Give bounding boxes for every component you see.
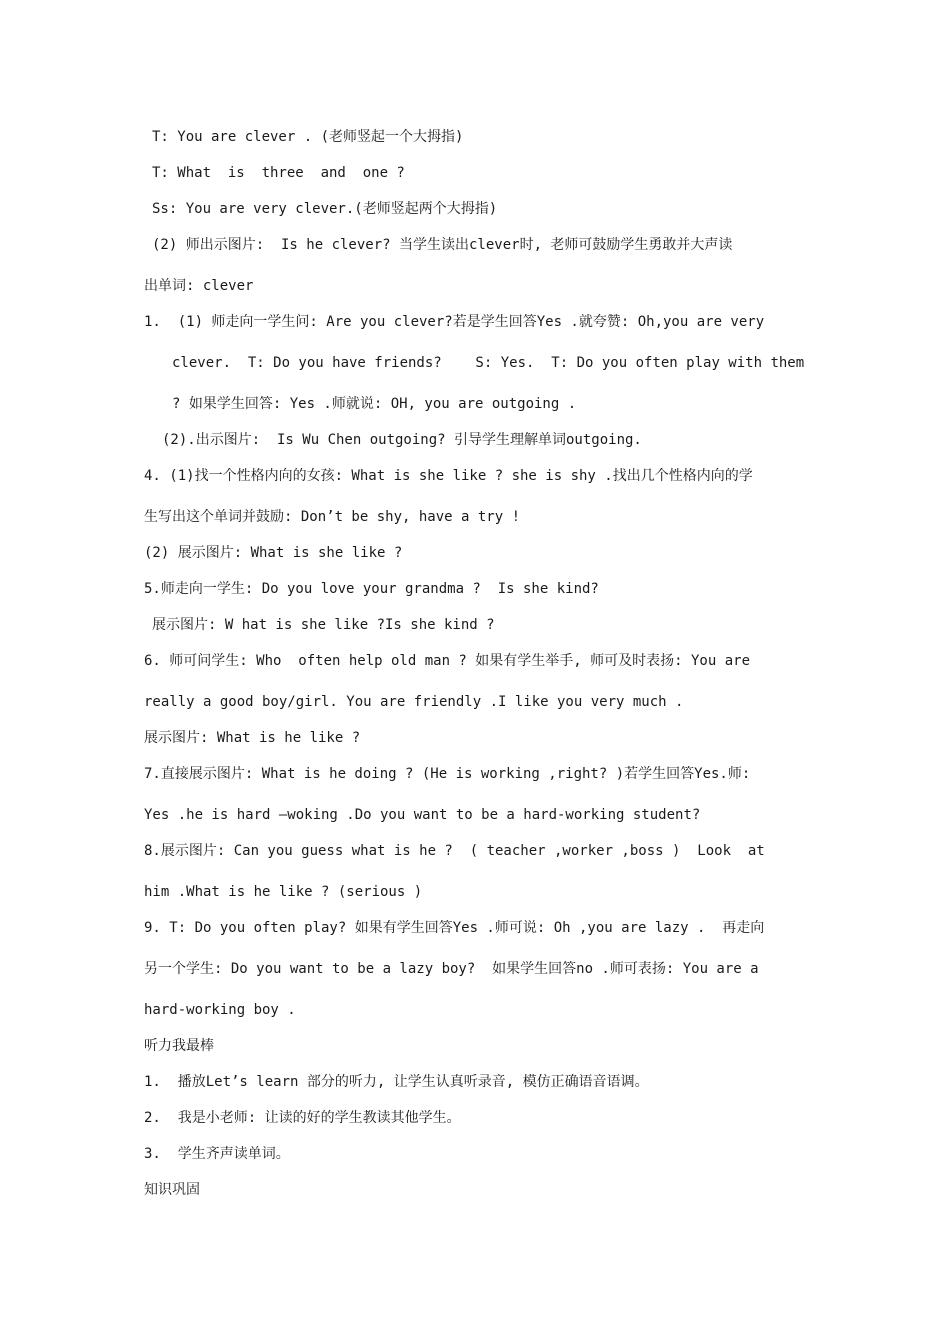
text-line: 生写出这个单词并鼓励: Don’t be shy, have a try ! xyxy=(144,509,521,525)
text-line: 另一个学生: Do you want to be a lazy boy? 如果学生回答no .师可表扬: You are a xyxy=(144,961,759,977)
text-line: (2) 展示图片: What is she like ? xyxy=(144,545,403,561)
text-line: really a good boy/girl. You are friendly .I like you very much . xyxy=(144,694,684,710)
text-line: 出单词: clever xyxy=(144,278,254,294)
text-line: ? 如果学生回答: Yes .师就说: OH, you are outgoing . xyxy=(172,396,577,412)
text-line: 5.师走向一学生: Do you love your grandma ? Is she kind? xyxy=(144,581,599,597)
text-line: 9. T: Do you often play? 如果有学生回答Yes .师可说: Oh ,you are lazy . 再走向 xyxy=(144,920,765,936)
text-line: 4. (1)找一个性格内向的女孩: What is she like ? she is shy .找出几个性格内向的学 xyxy=(144,468,753,484)
text-line: Yes .he is hard –woking .Do you want to be a hard-working student? xyxy=(144,807,701,823)
text-line: (2).出示图片: Is Wu Chen outgoing? 引导学生理解单词outgoing. xyxy=(162,432,642,448)
text-line: 1. (1) 师走向一学生问: Are you clever?若是学生回答Yes .就夸赞: Oh,you are very xyxy=(144,314,765,330)
text-line: 2. 我是小老师: 让读的好的学生教读其他学生。 xyxy=(144,1110,461,1126)
section-heading: 知识巩固 xyxy=(144,1182,200,1198)
text-line: 6. 师可问学生: Who often help old man ? 如果有学生举手, 师可及时表扬: You are xyxy=(144,653,751,669)
text-line: hard-working boy . xyxy=(144,1002,296,1018)
text-line: T: You are clever . (老师竖起一个大拇指) xyxy=(152,129,464,145)
text-line: T: What is three and one ? xyxy=(152,165,405,181)
text-line: 8.展示图片: Can you guess what is he ? ( teacher ,worker ,boss ) Look at xyxy=(144,843,765,859)
text-line: 1. 播放Let’s learn 部分的听力, 让学生认真听录音, 模仿正确语音语调。 xyxy=(144,1074,649,1090)
text-line: 3. 学生齐声读单词。 xyxy=(144,1146,290,1162)
text-line: clever. T: Do you have friends? S: Yes. T: Do you often play with them xyxy=(172,355,805,371)
text-line: 7.直接展示图片: What is he doing ? (He is working ,right? )若学生回答Yes.师: xyxy=(144,766,751,782)
section-heading: 听力我最棒 xyxy=(144,1038,214,1054)
text-line: him .What is he like ? (serious ) xyxy=(144,884,423,900)
text-line: Ss: You are very clever.(老师竖起两个大拇指) xyxy=(152,201,498,217)
text-line: 展示图片: W hat is she like ?Is she kind ? xyxy=(152,617,495,633)
text-line: (2) 师出示图片: Is he clever? 当学生读出clever时, 老师可鼓励学生勇敢并大声读 xyxy=(152,237,733,253)
text-line: 展示图片: What is he like ? xyxy=(144,730,361,746)
